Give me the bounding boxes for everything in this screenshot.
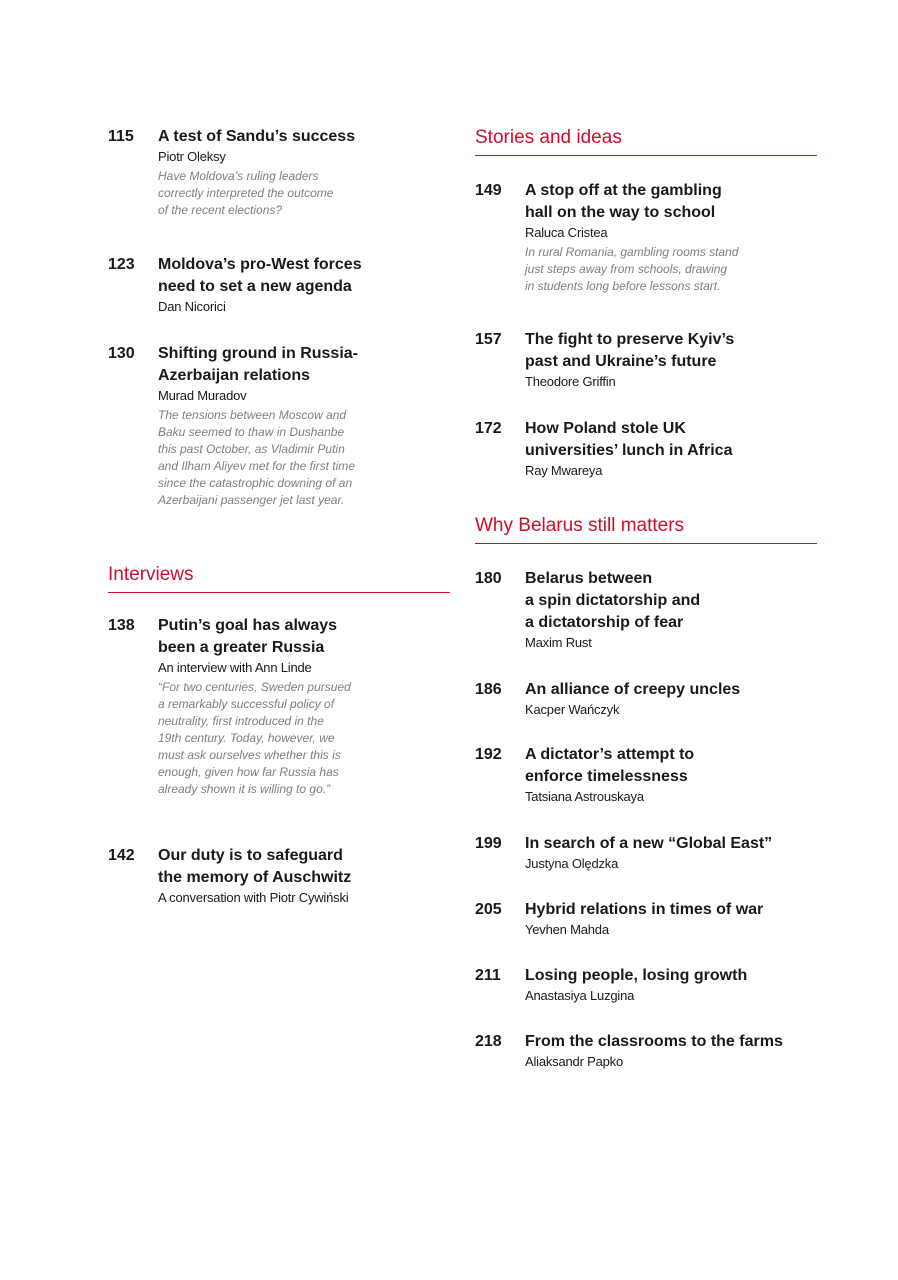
article-author: Yevhen Mahda xyxy=(525,922,609,937)
article-author: Tatsiana Astrouskaya xyxy=(525,789,644,804)
section-title: Why Belarus still matters xyxy=(475,515,685,536)
article-title: A test of Sandu’s success xyxy=(158,128,356,145)
article-title: A dictator’s attempt to enforce timelessness xyxy=(525,746,695,785)
article-author: Piotr Oleksy xyxy=(158,149,226,164)
article-author: Aliaksandr Papko xyxy=(525,1054,623,1069)
article-description: In rural Romania, gambling rooms stand just steps away from schools, drawing in students long before lessons start. xyxy=(525,245,739,293)
article-author: A conversation with Piotr Cywiński xyxy=(158,890,349,905)
article-author: Raluca Cristea xyxy=(525,225,608,240)
page-number: 115 xyxy=(108,128,134,145)
page-number: 186 xyxy=(475,681,502,698)
page-number: 218 xyxy=(475,1033,502,1050)
page-number: 138 xyxy=(108,617,135,634)
page-number: 211 xyxy=(475,967,501,984)
page-number: 130 xyxy=(108,345,135,362)
section-title: Interviews xyxy=(108,564,194,585)
page-number: 157 xyxy=(475,331,502,348)
page-number: 192 xyxy=(475,746,502,763)
article-title: An alliance of creepy uncles xyxy=(525,681,741,698)
article-author: Theodore Griffin xyxy=(525,374,616,389)
article-title: Losing people, losing growth xyxy=(525,967,748,984)
article-title: How Poland stole UK universities’ lunch in Africa xyxy=(525,420,733,459)
article-author: Anastasiya Luzgina xyxy=(525,988,635,1003)
article-description: The tensions between Moscow and Baku seemed to thaw in Dushanbe this past October, as Vladimir Putin and Ilham Aliyev met for the first time since the catastrophic downing of an Azerbaijani passenger jet last year. xyxy=(158,408,355,507)
article-title: Belarus between a spin dictatorship and a dictatorship of fear xyxy=(525,570,701,631)
article-title: Moldova’s pro-West forces need to set a new agenda xyxy=(158,256,362,295)
article-description: “For two centuries, Sweden pursued a remarkably successful policy of neutrality, first introduced in the 19th century. Today, however, we must ask ourselves whether this is enough, given how far Russia has already shown it is willing to go.” xyxy=(158,680,351,796)
page-number: 123 xyxy=(108,256,135,273)
article-title: In search of a new “Global East” xyxy=(525,835,773,852)
article-author: Ray Mwareya xyxy=(525,463,603,478)
article-title: From the classrooms to the farms xyxy=(525,1033,783,1050)
article-title: A stop off at the gambling hall on the way to school xyxy=(525,182,722,221)
page-number: 205 xyxy=(475,901,502,918)
article-title: Shifting ground in Russia- Azerbaijan relations xyxy=(158,345,358,384)
article-author: Kacper Wańczyk xyxy=(525,702,620,717)
article-description: Have Moldova’s ruling leaders correctly interpreted the outcome of the recent elections? xyxy=(158,169,334,217)
page-number: 180 xyxy=(475,570,502,587)
article-author: Dan Nicorici xyxy=(158,299,226,314)
article-author: Justyna Olędzka xyxy=(525,856,619,871)
article-author: An interview with Ann Linde xyxy=(158,660,312,675)
section-heading-interviews xyxy=(108,561,450,593)
article-author: Maxim Rust xyxy=(525,635,592,650)
article-author: Murad Muradov xyxy=(158,388,247,403)
page-number: 149 xyxy=(475,182,502,199)
section-heading-belarus xyxy=(475,512,817,544)
article-title: Putin’s goal has always been a greater Russia xyxy=(158,617,338,656)
article-title: Our duty is to safeguard the memory of Auschwitz xyxy=(158,847,352,886)
section-heading-stories xyxy=(475,124,817,156)
section-title: Stories and ideas xyxy=(475,127,622,148)
article-title: The fight to preserve Kyiv’s past and Ukraine’s future xyxy=(525,331,735,370)
page-number: 199 xyxy=(475,835,502,852)
page-number: 142 xyxy=(108,847,135,864)
page-number: 172 xyxy=(475,420,502,437)
article-title: Hybrid relations in times of war xyxy=(525,901,764,918)
